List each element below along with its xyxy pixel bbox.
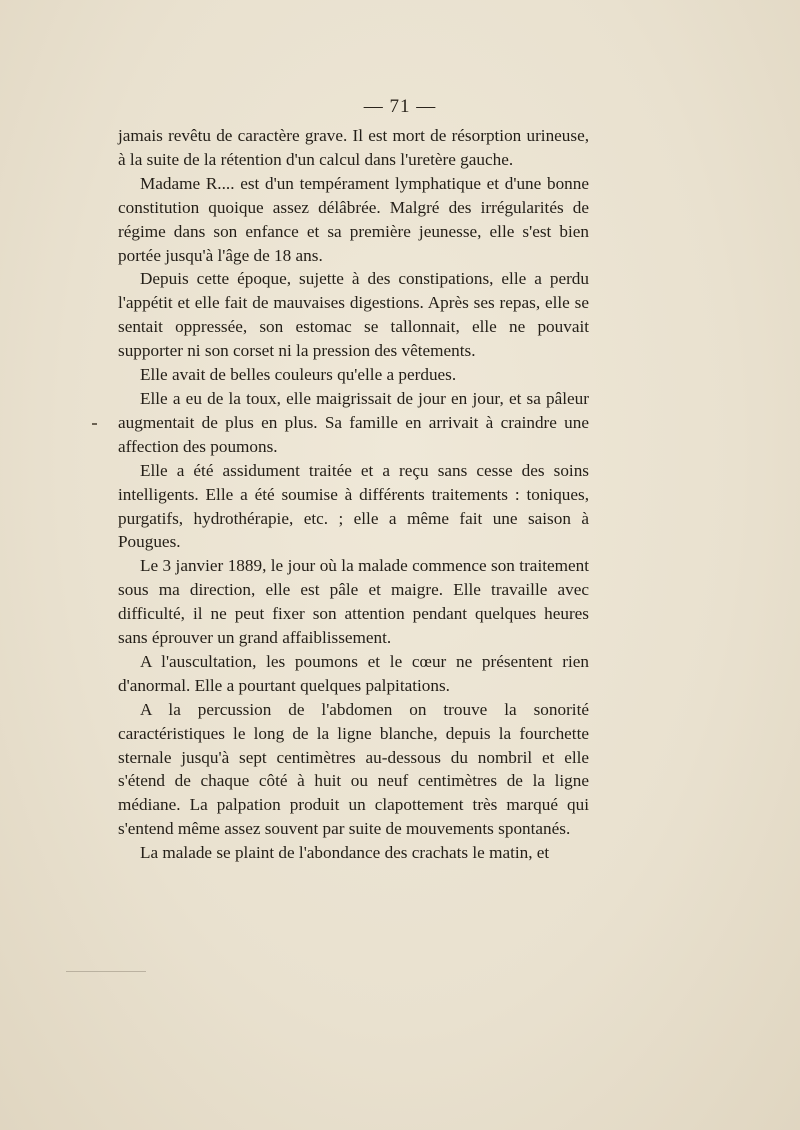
body-text [118,124,589,865]
paragraph-1: jamais revêtu de caractère grave. Il est mort de résorption urineuse, à la suite de la rétention d'un calcul dans l'uretère gauche. [118,126,589,169]
paragraph-3: Depuis cette époque, sujette à des constipations, elle a perdu l'appétit et elle fait de mauvaises digestions. Après ses repas, elle se sentait oppressée, son estomac se tallonnait, elle ne pouvait supporter ni son corset ni la pression des vêtements. [118,269,589,361]
paragraph-6: Elle a été assidument traitée et a reçu sans cesse des soins intelligents. Elle a été soumise à différents traitements : toniques, purgatifs, hydrothérapie, etc. ; elle a même fait une saison à Pougues. [118,460,589,552]
paragraph-8: A l'auscultation, les poumons et le cœur ne présentent rien d'anormal. Elle a pourtant quelques palpitations. [118,651,589,695]
paragraph-9: A la percussion de l'abdomen on trouve la sonorité caractéristiques le long de la ligne blanche, depuis la fourchette sternale jusqu'à sept centimètres au-dessous du nombril et elle s'étend de chaque côté à huit ou neuf centimètres de la ligne médiane. La palpation produit un clapottement très marqué qui s'entend même assez souvent par suite de mouvements spontanés. [118,699,589,839]
margin-dash-mark [92,423,97,425]
paragraph-10: La malade se plaint de l'abondance des crachats le matin, et [140,843,550,863]
paragraph-2: Madame R.... est d'un tempérament lymphatique et d'une bonne constitution quoique assez délâbrée. Malgré des irrégularités de régime dans son enfance et sa première jeunesse, elle s'est bien portée jusqu'à l'âge de 18 ans. [118,173,589,265]
paragraph-5: Elle a eu de la toux, elle maigrissait de jour en jour, et sa pâleur augmentait de plus en plus. Sa famille en arrivait à craindre une affection des poumons. [118,388,589,456]
paragraph-7: Le 3 janvier 1889, le jour où la malade commence son traitement sous ma direction, elle est pâle et maigre. Elle travaille avec difficulté, il ne peut fixer son attention pendant quelques heures sans éprouver un grand affaiblissement. [118,556,589,648]
page-number: — 71 — [363,96,437,117]
paragraph-4: Elle avait de belles couleurs qu'elle a perdues. [140,365,457,385]
bottom-speck-mark [66,971,146,972]
